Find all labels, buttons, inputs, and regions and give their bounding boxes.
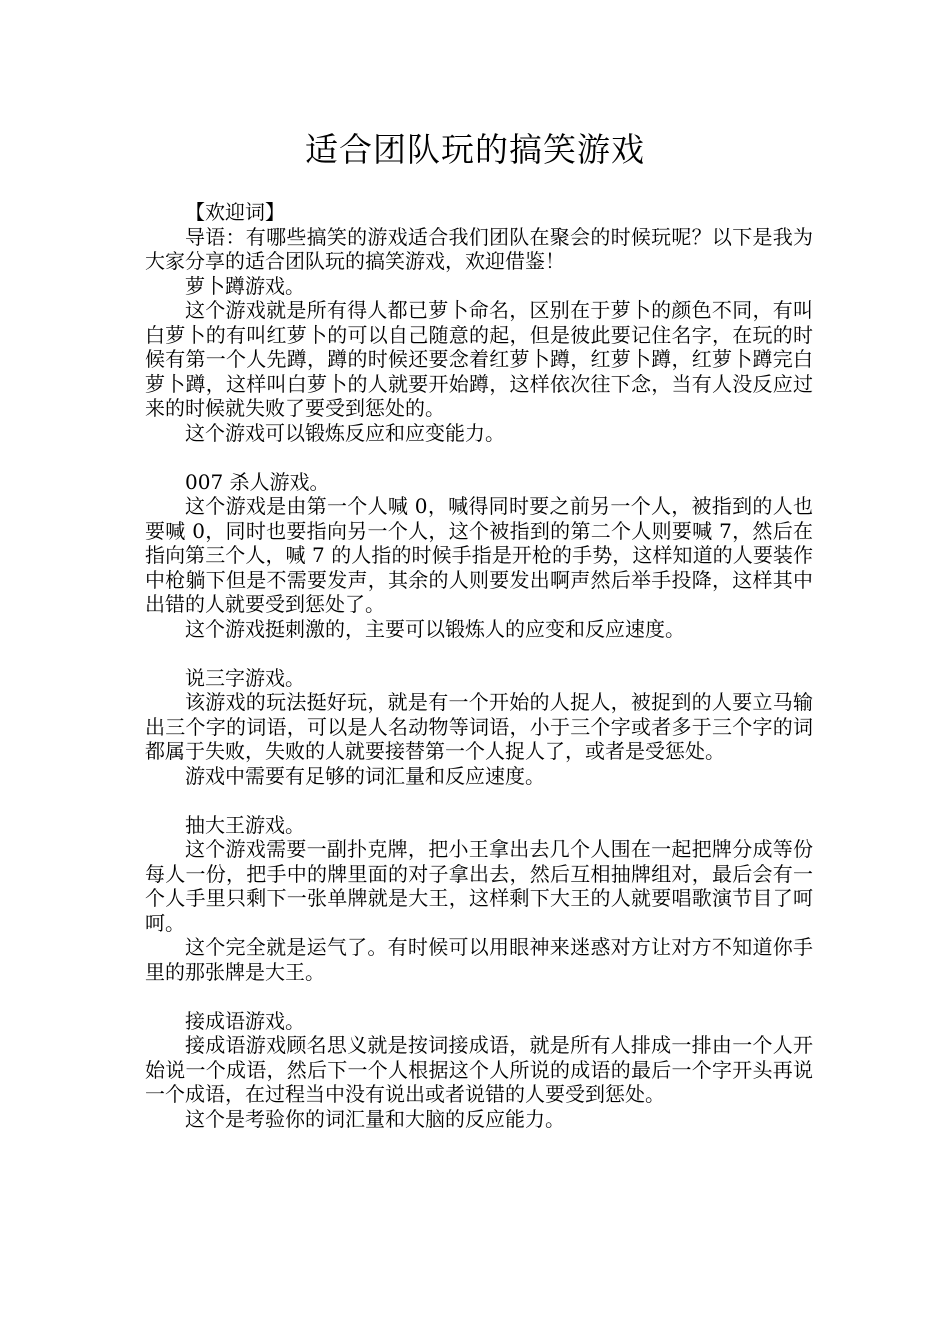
section-benefit-idiom-chain: 这个是考验你的词汇量和大脑的反应能力。	[185, 1106, 565, 1131]
section-benefit-joker-draw: 这个完全就是运气了。有时候可以用眼神来迷惑对方让对方不知道你手里的那张牌是大王。	[145, 935, 813, 984]
section-description-carrot-squat: 这个游戏就是所有得人都已萝卜命名，区别在于萝卜的颜色不同，有叫白萝卜的有叫红萝卜的可以自己随意的起，但是彼此要记住名字，在玩的时候有第一个人先蹲，蹲的时候还要念着红萝卜蹲，红萝卜蹲，红萝卜蹲完白萝卜蹲，这样叫白萝卜的人就要开始蹲，这样依次往下念，当有人没反应过来的时候就失败了要受到惩处的。	[145, 298, 813, 420]
document-body	[145, 200, 813, 1131]
section-benefit-three-words: 游戏中需要有足够的词汇量和反应速度。	[185, 763, 545, 788]
paragraph-gap	[145, 788, 813, 813]
section-description-three-words: 该游戏的玩法挺好玩，就是有一个开始的人捉人，被捉到的人要立马输出三个字的词语，可以是人名动物等词语，小于三个字或者多于三个字的词都属于失败，失败的人就要接替第一个人捉人了，或者是受惩处。	[145, 690, 813, 763]
document-title: 适合团队玩的搞笑游戏	[305, 130, 645, 169]
section-heading-007-game: 007 杀人游戏。	[185, 469, 330, 494]
section-heading-three-words: 说三字游戏。	[185, 665, 305, 690]
welcome-label: 【欢迎词】	[185, 200, 285, 224]
section-description-joker-draw: 这个游戏需要一副扑克牌，把小王拿出去几个人围在一起把牌分成等份每人一份，把手中的牌里面的对子拿出去，然后互相抽牌组对，最后会有一个人手里只剩下一张单牌就是大王，这样剩下大王的人就要唱歌演节目了呵呵。	[145, 837, 813, 935]
section-heading-joker-draw: 抽大王游戏。	[185, 812, 305, 837]
section-description-007-game: 这个游戏是由第一个人喊 0，喊得同时要之前另一个人，被指到的人也要喊 0，同时也要指向另一个人，这个被指到的第二个人则要喊 7，然后在指向第三个人，喊 7 的人指的时候手指是开枪的手势，这样知道的人要装作中枪躺下但是不需要发声，其余的人则要发出啊声然后举手投降，这样其中出错的人就要受到惩处了。	[145, 494, 813, 616]
section-description-idiom-chain: 接成语游戏顾名思义就是按词接成语，就是所有人排成一排由一个人开始说一个成语，然后下一个人根据这个人所说的成语的最后一个字开头再说一个成语，在过程当中没有说出或者说错的人要受到惩处。	[145, 1033, 813, 1106]
section-benefit-carrot-squat: 这个游戏可以锻炼反应和应变能力。	[185, 420, 505, 445]
intro-paragraph: 导语：有哪些搞笑的游戏适合我们团队在聚会的时候玩呢？以下是我为大家分享的适合团队玩的搞笑游戏，欢迎借鉴！	[145, 224, 813, 273]
paragraph-gap	[145, 641, 813, 666]
section-benefit-007-game: 这个游戏挺刺激的，主要可以锻炼人的应变和反应速度。	[185, 616, 685, 641]
section-heading-idiom-chain: 接成语游戏。	[185, 1008, 305, 1033]
paragraph-gap	[145, 445, 813, 470]
section-heading-carrot-squat: 萝卜蹲游戏。	[185, 273, 305, 298]
paragraph-gap	[145, 984, 813, 1009]
